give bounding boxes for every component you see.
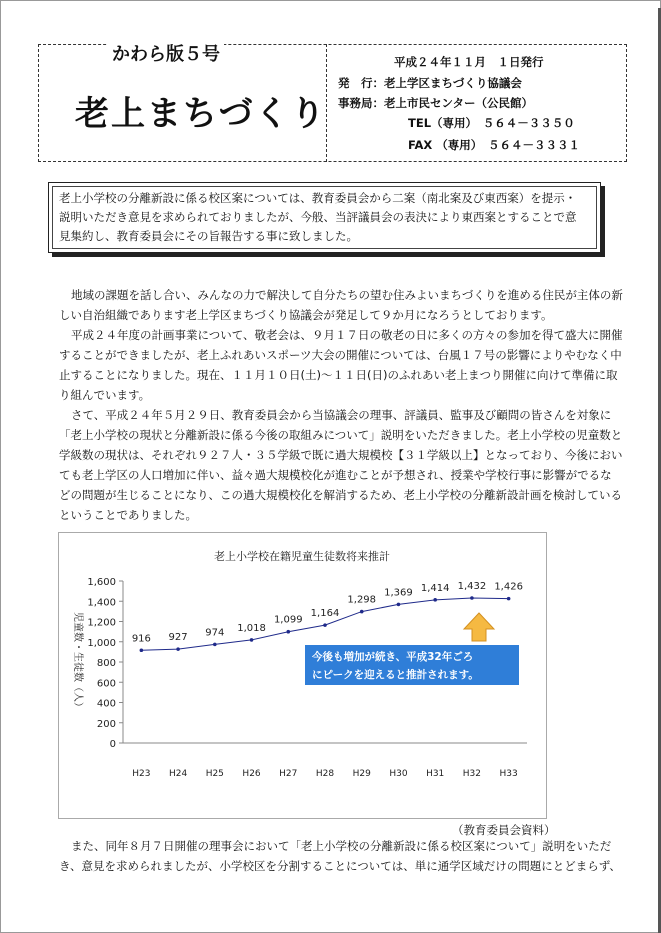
tel: TEL（専用） ５６４－３３５０ [408,116,575,130]
x-tick-label: H27 [279,769,298,779]
data-point [213,643,217,647]
x-tick-label: H25 [205,769,224,779]
fax: FAX （専用） ５６４－３３３１ [408,138,581,152]
data-point [140,648,144,652]
x-tick-label: H26 [242,769,261,779]
notice-line: 見集約し、教育委員会にその旨報告する事に致しました。 [59,229,358,243]
y-tick-label: 1,200 [87,617,116,629]
notice-box [48,182,601,253]
newsletter-header [38,44,627,162]
y-tick-label: 400 [96,698,116,710]
paragraph: 平成２４年度の計画事業について、敬老会は、９月１７日の敬老の日に多くの方々の参加を得て盛大に開催することができましたが、老上ふれあいスポーツ大会の開催については、台風１７号の影響によりやむなく中止することになりました。現在、１１月１０日(土)～１１日(日)のふれあい老上まつり開催に向けて準備に取り組んでいます。 [59,328,623,402]
x-tick-label: H30 [389,769,408,779]
publisher: 発 行：老上学区まちづくり協議会 [338,76,522,90]
y-tick-label: 0 [109,739,116,750]
x-tick-label: H23 [132,769,151,779]
y-tick-label: 600 [96,678,116,690]
newsletter-title: 老上まちづくり [75,94,327,134]
issue-number: かわら版５号 [108,40,224,66]
data-label: 1,099 [273,614,303,626]
chart-svg [59,533,546,818]
paragraph: また、同年８月７日開催の理事会において「老上小学校の分離新設に係る校区案について」説明をいただき、意見を求められましたが、小学校区を分割することについては、単に通学区域だけの問題にとどまらず、 [59,839,621,873]
chart-title: 老上小学校在籍児童生徒数将来推計 [214,550,390,563]
data-point [470,596,474,600]
issue-date: 平成２４年１１月 １日発行 [394,55,544,69]
x-tick-label: H29 [352,769,371,779]
paragraph: さて、平成２４年５月２９日、教育委員会から当協議会の理事、評議員、監事及び顧問の皆さんを対象に「老上小学校の現状と分離新設に係る今後の取組みについて」説明をいただきました。老上小学校の児童数と学級数の現状は、それぞれ９２７人・３５学級で既に過大規模校【３１学級以上】となっており、今後においても老上学区の人口増加に伴い、益々過大規模校化が進むことが予想され、授業や学校行事に影響がでるなどの問題が生じることになり、この過大規模校化を解消するため、老上小学校の分離新設計画を検討しているということでありました。 [59,408,623,522]
callout-text: にピークを迎えると推計されます。 [312,669,479,681]
data-point [323,623,327,627]
data-label: 1,369 [384,587,413,599]
data-point [250,638,254,642]
data-point [397,603,401,607]
up-arrow-icon [464,613,494,641]
continued-text [59,836,623,876]
y-tick-label: 1,600 [87,577,116,588]
y-tick-label: 800 [96,658,116,669]
body-text [59,285,623,525]
y-tick-label: 1,000 [87,637,116,649]
data-point [507,597,511,601]
data-label: 1,414 [420,582,450,594]
paragraph: 地域の課題を話し合い、みんなの力で解決して自分たちの望む住みよいまちづくりを進める住民が主体の新しい自治組織であります老上学区まちづくり協議会が発足して９か月になろうとしております。 [59,288,623,322]
data-label: 916 [131,633,151,645]
callout-text: 今後も増加が続き、平成32年ごろ [312,651,474,663]
data-label: 974 [205,627,225,639]
data-label: 1,298 [347,594,377,606]
data-label: 1,432 [457,581,487,593]
data-label: 1,018 [237,622,266,634]
y-axis-label: 児童数・生徒数（人） [72,612,83,712]
x-tick-label: H33 [499,769,518,779]
x-tick-label: H28 [315,769,335,779]
x-tick-label: H32 [462,769,482,779]
notice-line: 老上小学校の分離新設に係る校区案については、教育委員会から二案（南北案及び東西案）を提示・ [59,191,577,205]
data-point [360,610,364,614]
x-tick-label: H31 [426,769,445,779]
chart-source: （教育委員会資料） [452,823,556,837]
data-point [433,598,437,602]
x-tick-label: H24 [168,769,188,779]
y-tick-label: 1,400 [87,597,116,609]
notice-line: 説明いただき意見を求められておりましたが、今般、当評議員会の表決により東西案とすることで意 [59,210,577,224]
data-point [286,630,290,634]
data-label: 1,426 [494,581,523,593]
enrollment-chart [58,532,547,819]
data-label: 927 [168,632,188,644]
y-tick-label: 200 [96,718,116,730]
data-point [176,647,180,651]
header-rule-right [626,44,627,162]
data-label: 1,164 [310,608,340,620]
office: 事務局：老上市民センター（公民館） [338,96,534,110]
